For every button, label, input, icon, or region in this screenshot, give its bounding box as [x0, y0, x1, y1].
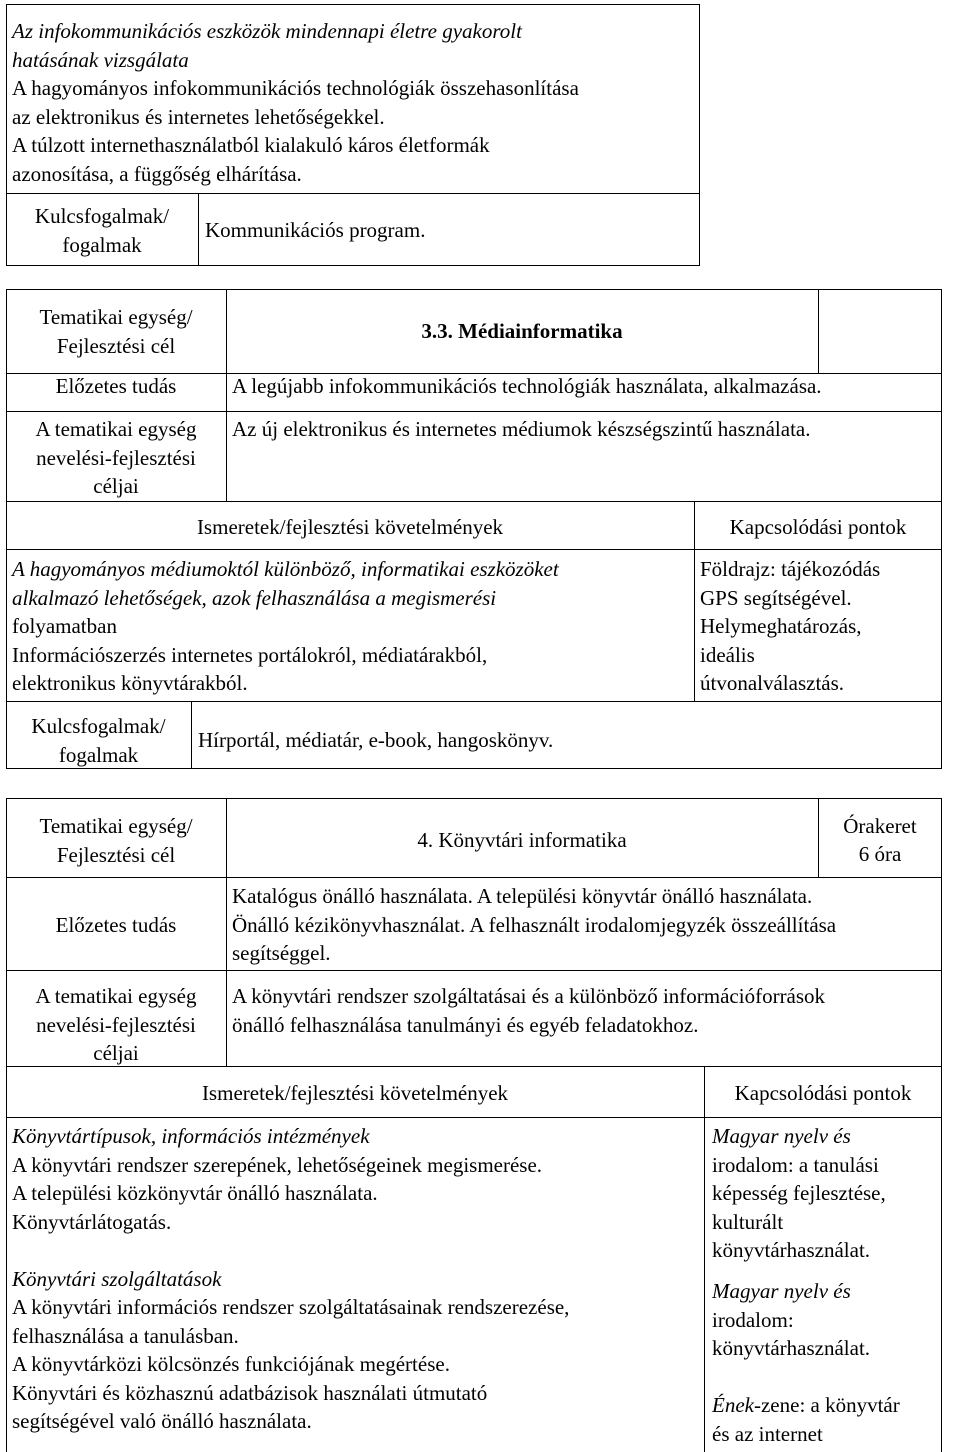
block3-row-divider: [6, 970, 942, 971]
block2-ismeretek-line: elektronikus könyvtárakból.: [12, 671, 248, 695]
block2-ismeretek-line: Információszerzés internetes portálokról, médiatárakból,: [12, 642, 488, 667]
block2-kulcs-divider: [6, 701, 942, 702]
block3-ismeretek-line: A könyvtári információs rendszer szolgáltatásainak rendszerezése,: [12, 1295, 570, 1319]
block1-line: A hagyományos infokommunikációs technológiák összehasonlítása: [12, 76, 579, 100]
block3-ismeretek-line: Könyvtárlátogatás.: [12, 1209, 172, 1234]
block3-ismeretek-content: [12, 1122, 569, 1436]
block3-kapcsolodasi-subject: Magyar nyelv és: [712, 1124, 851, 1148]
block2-kapcsolodasi-header: Kapcsolódási pontok: [729, 515, 907, 539]
block2-kulcsfogalmak-label: Kulcsfogalmak/ fogalmak: [31, 714, 166, 767]
block3-title-row-divider: [6, 877, 942, 878]
block3-ismeretek-line: felhasználása a tanulásban.: [12, 1323, 239, 1348]
block3-kapcsolodasi-header: Kapcsolódási pontok: [734, 1081, 912, 1105]
block3-tematikai-label: Tematikai egység/ Fejlesztési cél: [39, 814, 193, 867]
block3-elozetes-label: Előzetes tudás: [55, 913, 177, 937]
block2-elozetes-value: A legújabb infokommunikációs technológiák használata, alkalmazása.: [232, 374, 822, 398]
block2-row-divider: [6, 411, 942, 412]
block3-kapcsolodasi-subject: Magyar nyelv és: [712, 1279, 851, 1303]
block3-ismeretek-line: A települési közkönyvtár önálló használata.: [12, 1181, 378, 1205]
block3-kapcsolodasi-text: irodalom: a tanulási képesség fejlesztése, kulturált könyvtárhasználat.: [712, 1152, 886, 1262]
block3-ismeretek-line: [12, 1236, 569, 1265]
block2-header-divider: [6, 549, 942, 550]
block2-elozetes-label: Előzetes tudás: [55, 374, 177, 398]
block1-row-divider: [6, 193, 700, 194]
block2-ismeretek-line: A hagyományos médiumoktól különböző, informatikai eszközöket: [12, 557, 559, 581]
block2-title: 3.3. Médiainformatika: [421, 319, 623, 343]
block1-line: azonosítása, a függőség elhárítása.: [12, 161, 302, 186]
block2-celjai-value: Az új elektronikus és internetes médiumok készségszintű használata.: [232, 417, 811, 441]
block1-line: hatásának vizsgálata: [12, 47, 189, 72]
block2-ismeretek-line: alkalmazó lehetőségek, azok felhasználása a megismerési: [12, 585, 497, 610]
block1-line: A túlzott internethasználatból kialakuló káros életformák: [12, 133, 490, 157]
block3-celjai-label: A tematikai egység nevelési-fejlesztési céljai: [35, 984, 197, 1065]
block3-ismeretek-line: Könyvtári és közhasznú adatbázisok használati útmutató: [12, 1380, 488, 1405]
block3-elozetes-value: Katalógus önálló használata. A települési könyvtár önálló használata. Önálló kézikönyvhasználat. A felhasznált irodalomjegyzék összeállítása segítséggel.: [232, 884, 837, 965]
block3-column-divider: [704, 1066, 705, 1452]
block3-orakeret-label: Órakeret: [843, 814, 917, 838]
block1-kulcsfogalmak-label: Kulcsfogalmak/ fogalmak: [34, 204, 170, 257]
block3-kapcsolodasi-item: [712, 1277, 870, 1363]
block3-kapcsolodasi-item: [712, 1122, 886, 1265]
block2-kulcsfogalmak-value: Hírportál, médiatár, e-book, hangoskönyv.: [198, 728, 554, 752]
block3-title: 4. Könyvtári informatika: [417, 828, 627, 852]
block3-kapcsolodasi-item: [712, 1391, 900, 1448]
block2-title-right-divider: [818, 289, 819, 373]
block3-ismeretek-header: Ismeretek/fejlesztési követelmények: [201, 1081, 509, 1105]
block2-ismeretek-header: Ismeretek/fejlesztési követelmények: [196, 515, 504, 539]
block3-kapcsolodasi-subject: Ének: [712, 1393, 754, 1417]
block2-tematikai-label: Tematikai egység/ Fejlesztési cél: [39, 305, 193, 358]
block3-celjai-value: A könyvtári rendszer szolgáltatásai és a különböző információforrások önálló felhasználása tanulmányi és egyéb feladatokhoz.: [232, 984, 826, 1037]
block3-ismeretek-line: Könyvtártípusok, információs intézmények: [12, 1124, 370, 1148]
block2-row-divider: [6, 501, 942, 502]
block2-ismeretek-content: [12, 555, 559, 698]
block3-ismeretek-line: A könyvtári rendszer szerepének, lehetőségeinek megismerése.: [12, 1152, 543, 1177]
block2-celjai-label: A tematikai egység nevelési-fejlesztési céljai: [35, 417, 197, 498]
block1-objectives: [12, 17, 579, 188]
block1-kulcsfogalmak-value: Kommunikációs program.: [205, 218, 426, 242]
block2-kapcsolodasi-content: Földrajz: tájékozódás GPS segítségével. Helymeghatározás, ideális útvonalválasztás.: [700, 557, 881, 695]
block3-ismeretek-line: A könyvtárközi kölcsönzés funkciójának megértése.: [12, 1352, 450, 1376]
block1-line: Az infokommunikációs eszközök mindennapi életre gyakorolt: [12, 19, 522, 43]
block3-kapcsolodasi-text: irodalom: könyvtárhasználat.: [712, 1307, 871, 1360]
block3-header-divider: [6, 1117, 942, 1118]
block1-col-divider: [198, 193, 199, 266]
block2-kulcs-col-divider: [191, 701, 192, 769]
block2-ismeretek-line: folyamatban: [12, 614, 117, 638]
block1-line: az elektronikus és internetes lehetőségekkel.: [12, 104, 385, 129]
block3-kapcsolodasi-text: -zene: a könyvtár és az internet: [712, 1393, 900, 1446]
block3-ismeretek-line: segítségével való önálló használata.: [12, 1409, 312, 1433]
block3-ismeretek-line: Könyvtári szolgáltatások: [12, 1266, 222, 1291]
block3-orakeret-value: 6 óra: [858, 842, 902, 866]
